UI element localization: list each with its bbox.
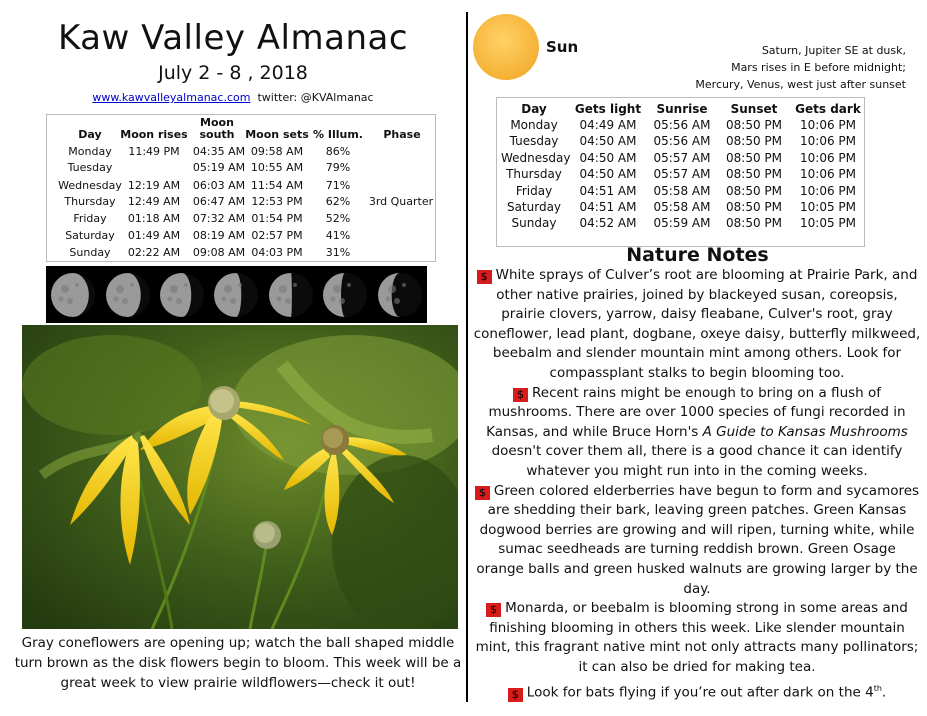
moon-cell-rises: 12:49 AM <box>127 195 181 208</box>
moon-header-sets: Moon sets <box>245 128 309 141</box>
sun-cell-dark: 10:05 PM <box>800 200 856 214</box>
sun-table-row <box>497 118 864 134</box>
moon-cell-rises: 12:19 AM <box>127 179 181 192</box>
sun-cell-rise: 05:57 AM <box>653 167 711 182</box>
moon-phase-strip <box>46 266 427 323</box>
sun-header-rise: Sunrise <box>656 102 708 116</box>
moon-cell-day: Sunday <box>69 246 111 259</box>
sun-icon <box>473 14 539 80</box>
page-title: Kaw Valley Almanac <box>57 18 409 58</box>
sun-header-dark: Gets dark <box>795 102 861 116</box>
moon-cell-phase: 3rd Quarter <box>368 195 434 208</box>
nature-notes-body <box>473 266 921 704</box>
moon-cell-rises: 01:49 AM <box>127 229 181 242</box>
sun-table-row <box>497 216 864 232</box>
bullet-icon: $ <box>477 270 492 284</box>
sun-cell-set: 08:50 PM <box>726 200 782 214</box>
sun-cell-day: Saturday <box>506 200 562 214</box>
moon-cell-south: 05:19 AM <box>192 161 246 174</box>
sun-cell-light: 04:51 AM <box>579 200 637 214</box>
moon-table-row <box>47 145 435 161</box>
moon-phase-icon <box>209 266 263 323</box>
sun-cell-day: Tuesday <box>509 134 559 149</box>
sun-cell-dark: 10:06 PM <box>800 150 856 165</box>
bullet-icon: $ <box>486 603 501 617</box>
sun-table-row <box>497 134 864 150</box>
bullet-icon: $ <box>475 486 490 500</box>
book-title: A Guide to Kansas Mushrooms <box>702 423 908 440</box>
sun-cell-rise: 05:56 AM <box>653 134 711 149</box>
sun-cell-light: 04:50 AM <box>579 167 637 182</box>
moon-cell-illum: 52% <box>325 212 351 225</box>
moon-cell-day: Monday <box>68 145 112 158</box>
photo-caption: Gray coneflowers are opening up; watch the ball shaped middle turn brown as the disk flowers begin to bloom. This week will be a great week to view prairie wildflowers—check it out! <box>14 635 462 691</box>
sun-header-set: Sunset <box>730 102 778 116</box>
moon-table <box>46 114 436 262</box>
moon-cell-south: 09:08 AM <box>192 246 246 259</box>
sun-title: Sun <box>546 38 579 56</box>
column-divider <box>466 12 468 702</box>
sun-table <box>496 97 865 247</box>
sun-cell-dark: 10:05 PM <box>800 216 856 231</box>
sun-cell-day: Friday <box>515 183 553 198</box>
moon-table-row <box>47 212 435 228</box>
sun-cell-day: Sunday <box>511 216 557 231</box>
moon-cell-day: Tuesday <box>67 161 113 174</box>
sun-cell-rise: 05:57 AM <box>653 150 711 165</box>
twitter-handle: twitter: @KVAlmanac <box>257 91 374 104</box>
moon-table-row <box>47 195 435 211</box>
sun-cell-set: 08:50 PM <box>726 183 782 198</box>
moon-header-south: Moon south <box>199 116 235 141</box>
sun-cell-light: 04:50 AM <box>579 134 637 149</box>
moon-cell-south: 04:35 AM <box>192 145 246 158</box>
note-paragraph: $ Look for bats flying if you’re out after dark on the 4th. <box>473 679 921 703</box>
sun-cell-day: Thursday <box>506 167 562 182</box>
moon-cell-sets: 02:57 PM <box>251 229 303 242</box>
moon-cell-illum: 31% <box>325 246 351 259</box>
sun-cell-rise: 05:56 AM <box>653 118 711 132</box>
note-paragraph: $ White sprays of Culver’s root are blooming at Prairie Park, and other native prairies, joined by blackeyed susan, coreopsis, prairie clovers, yarrow, daisy fleabane, Culver's root, gray coneflower, lead plant, dogbane, oxeye daisy, butterfly milkweed, beebalm and slender mountain mint among others. Look for compassplant stalks to begin blooming too. <box>473 267 921 381</box>
moon-cell-sets: 01:54 PM <box>251 212 303 225</box>
moon-header-rises: Moon rises <box>120 128 188 141</box>
sun-cell-set: 08:50 PM <box>726 167 782 182</box>
moon-cell-sets: 04:03 PM <box>251 246 303 259</box>
sun-table-row <box>497 200 864 216</box>
moon-cell-day: Thursday <box>64 195 116 208</box>
bullet-icon: $ <box>513 388 528 402</box>
moon-cell-sets: 12:53 PM <box>251 195 303 208</box>
moon-cell-rises: 02:22 AM <box>127 246 181 259</box>
moon-cell-south: 06:47 AM <box>192 195 246 208</box>
moon-cell-sets: 10:55 AM <box>250 161 304 174</box>
moon-header-day: Day <box>78 128 102 141</box>
moon-phase-icon <box>155 266 209 323</box>
sun-table-row <box>497 167 864 183</box>
sun-cell-light: 04:52 AM <box>579 216 637 231</box>
planet-note-line: Mars rises in E before midnight; <box>731 61 906 74</box>
moon-cell-south: 06:03 AM <box>192 179 246 192</box>
sun-cell-light: 04:50 AM <box>579 150 637 165</box>
moon-cell-south: 07:32 AM <box>192 212 246 225</box>
moon-cell-south: 08:19 AM <box>192 229 246 242</box>
moon-cell-illum: 86% <box>325 145 351 158</box>
website-link[interactable]: www.kawvalleyalmanac.com <box>92 91 251 104</box>
sun-cell-day: Monday <box>510 118 558 132</box>
moon-phase-icon <box>318 266 372 323</box>
moon-phase-icon <box>46 266 100 323</box>
sun-cell-set: 08:50 PM <box>726 118 782 132</box>
moon-cell-day: Wednesday <box>58 179 122 192</box>
note-paragraph: $ Recent rains might be enough to bring on a flush of mushrooms. There are over 1000 species of fungi recorded in Kansas, and while Bruce Horn's A Guide to Kansas Mushrooms doesn't cover them all, there is a good chance it can identify whatever you might run into in the coming weeks. <box>486 384 908 479</box>
moon-cell-day: Friday <box>73 212 107 225</box>
moon-cell-sets: 09:58 AM <box>250 145 304 158</box>
moon-table-row <box>47 229 435 245</box>
moon-cell-rises: 01:18 AM <box>127 212 181 225</box>
moon-cell-illum: 71% <box>325 179 351 192</box>
date-range: July 2 - 8 , 2018 <box>158 62 308 84</box>
nature-notes-title: Nature Notes <box>626 244 769 266</box>
sun-cell-rise: 05:58 AM <box>653 183 711 198</box>
planet-note <box>630 42 906 93</box>
moon-header-illum: % Illum. <box>313 128 363 141</box>
coneflower-photo <box>22 325 458 629</box>
sun-cell-dark: 10:06 PM <box>800 118 856 132</box>
sun-cell-rise: 05:59 AM <box>653 216 711 231</box>
sun-cell-dark: 10:06 PM <box>800 183 856 198</box>
sun-cell-set: 08:50 PM <box>726 216 782 231</box>
moon-cell-illum: 41% <box>325 229 351 242</box>
moon-phase-icon <box>373 266 427 323</box>
sun-cell-dark: 10:06 PM <box>800 134 856 149</box>
sun-cell-set: 08:50 PM <box>726 134 782 149</box>
planet-note-line: Saturn, Jupiter SE at dusk, <box>761 44 906 57</box>
sun-cell-day: Wednesday <box>501 150 571 165</box>
moon-cell-illum: 62% <box>325 195 351 208</box>
moon-cell-day: Saturday <box>65 229 115 242</box>
sun-cell-dark: 10:06 PM <box>800 167 856 182</box>
note-paragraph: $ Monarda, or beebalm is blooming strong in some areas and finishing blooming in others this week. Like slender mountain mint, this fragrant native mint not only attracts many pollinators; it can also be dried for making tea. <box>475 600 919 675</box>
planet-note-line: Mercury, Venus, west just after sunset <box>695 78 906 91</box>
links-line <box>0 91 466 104</box>
moon-cell-illum: 79% <box>325 161 351 174</box>
moon-table-row <box>47 246 435 262</box>
sun-cell-light: 04:49 AM <box>579 118 637 132</box>
moon-table-row <box>47 161 435 177</box>
moon-cell-rises: 11:49 PM <box>128 145 180 158</box>
sun-header-light: Gets light <box>574 102 642 116</box>
moon-phase-icon <box>100 266 154 323</box>
sun-cell-set: 08:50 PM <box>726 150 782 165</box>
moon-table-row <box>47 179 435 195</box>
sun-table-row <box>497 184 864 200</box>
moon-cell-sets: 11:54 AM <box>250 179 304 192</box>
note-paragraph: $ Green colored elderberries have begun to form and sycamores are shedding their bark, leaving green patches. Green Kansas dogwood berries are growing and will ripen, turning white, while sumac seedheads are turning reddish brown. Green Osage orange balls and green husked walnuts are growing larger by the day. <box>476 482 920 597</box>
sun-cell-rise: 05:58 AM <box>653 200 711 214</box>
bullet-icon: $ <box>508 688 523 702</box>
sun-table-row <box>497 151 864 167</box>
moon-header-phase: Phase <box>383 128 421 141</box>
sun-header-day: Day <box>521 102 547 116</box>
sun-cell-light: 04:51 AM <box>579 183 637 198</box>
moon-phase-icon <box>264 266 318 323</box>
